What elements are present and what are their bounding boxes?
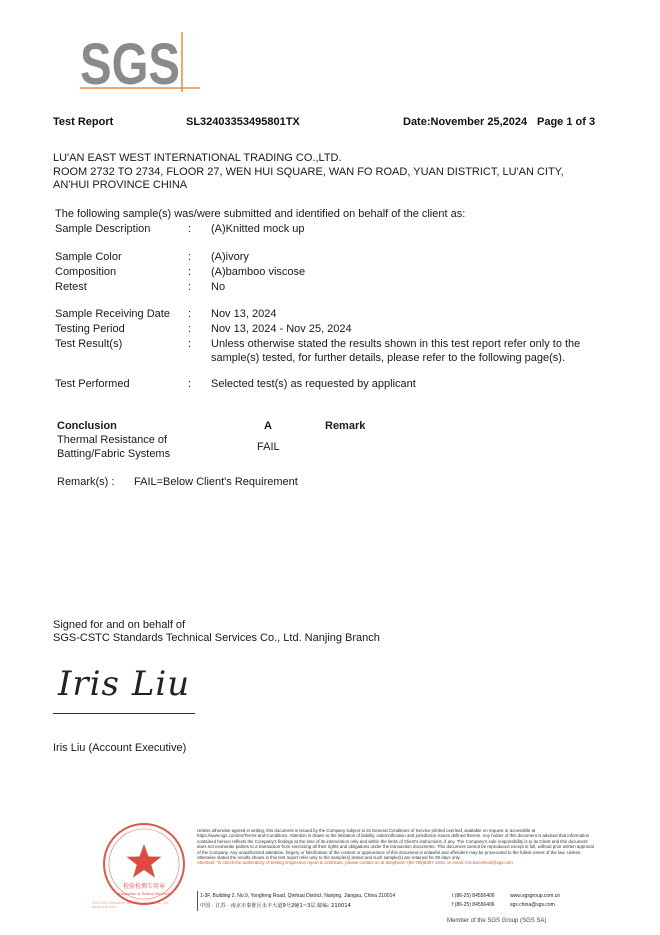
handwritten-signature: Iris Liu <box>58 664 191 704</box>
client-address-line2: AN'HUI PROVINCE CHINA <box>53 179 188 191</box>
colon: : <box>188 378 192 390</box>
sgs-logo-text: SGS <box>80 32 180 92</box>
sgs-logo <box>80 30 200 92</box>
seal-side-text: SGS-CSTC Standards Technical Services Co., Ltd. <box>92 901 170 905</box>
conclusion-row-result: FAIL <box>257 441 280 453</box>
signed-line1: Signed for and on behalf of <box>53 619 186 631</box>
signer-name: Iris Liu (Account Executive) <box>53 742 187 754</box>
value-testing-period: Nov 13, 2024 - Nov 25, 2024 <box>211 323 352 335</box>
footer-tel: t (86-25) 84556406 <box>452 893 495 899</box>
footer-member: Member of the SGS Group (SGS SA) <box>447 918 547 924</box>
colon: : <box>188 308 192 320</box>
seal-sub-text: Inspection & Testing Services <box>118 892 170 896</box>
colon: : <box>188 251 192 263</box>
colon: : <box>188 338 192 350</box>
signed-line2: SGS-CSTC Standards Technical Services Co., Ltd. Nanjing Branch <box>53 632 380 644</box>
colon: : <box>188 266 192 278</box>
footer-disclaimer-block <box>197 828 597 866</box>
footer-address-cn: 中国 · 江苏 · 南京市秦淮区永丰大道9号2幢1~3层 邮编: 210014 <box>200 903 351 909</box>
seal-star-icon <box>127 844 162 878</box>
client-address-line1: ROOM 2732 TO 2734, FLOOR 27, WEN HUI SQUARE, WAN FO ROAD, YUAN DISTRICT, LU'AN CITY, <box>53 165 564 178</box>
label-retest: Retest <box>55 281 87 293</box>
colon: : <box>188 323 192 335</box>
value-receiving-date: Nov 13, 2024 <box>211 308 277 320</box>
footer-web[interactable]: www.sgsgroup.com.cn <box>510 893 561 899</box>
footer-attention: Attention: To check the authenticity of testing /inspection report & certificate, please contact us at telephone: (86-755)8307 1443, or email: CN.Doccheck@sgs.com <box>197 860 513 866</box>
report-number: SL32403353495801TX <box>186 116 300 128</box>
value-sample-description: (A)Knitted mock up <box>211 223 305 235</box>
label-sample-color: Sample Color <box>55 251 122 263</box>
value-retest: No <box>211 281 226 293</box>
value-composition: (A)bamboo viscose <box>211 266 306 278</box>
seal-side-text-2: Nanjing Branch <box>92 905 117 909</box>
label-test-results: Test Result(s) <box>55 338 123 350</box>
footer-fax: f (86-25) 84556406 <box>452 902 495 908</box>
report-label: Test Report <box>53 116 114 128</box>
seal-center-text: 检验检测专用章 <box>122 883 166 890</box>
conclusion-row-label: Thermal Resistance of Batting/Fabric Systems <box>57 434 171 460</box>
report-date: Date:November 25,2024 <box>403 116 528 128</box>
colon: : <box>188 281 192 293</box>
footer-divider <box>197 891 198 911</box>
footer-address-en: 1-3F, Building 2, No.9, Yongfeng Road, Qinhuai District, Nanjing, Jiangsu, China 210014 <box>200 893 396 899</box>
label-sample-description: Sample Description <box>55 223 151 235</box>
signature-line <box>53 713 195 714</box>
label-test-performed: Test Performed <box>55 378 130 390</box>
value-sample-color: (A)ivory <box>211 251 249 263</box>
remarks-value: FAIL=Below Client's Requirement <box>134 476 298 488</box>
client-name: LU'AN EAST WEST INTERNATIONAL TRADING CO.,LTD. <box>53 152 342 164</box>
conclusion-col-a: A <box>264 420 272 432</box>
page-indicator: Page 1 of 3 <box>537 116 596 128</box>
value-test-results: Unless otherwise stated the results shown in this test report refer only to the sample(s) tested, for further details, please refer to the following page(s). <box>211 338 581 364</box>
label-composition: Composition <box>55 266 117 278</box>
intro-text: The following sample(s) was/were submitted and identified on behalf of the client as: <box>55 208 466 220</box>
value-test-performed: Selected test(s) as requested by applicant <box>211 378 416 390</box>
remarks-label: Remark(s) : <box>57 476 115 488</box>
company-seal <box>92 818 198 910</box>
footer-email[interactable]: sgs.china@sgs.com <box>510 902 555 908</box>
client-block <box>53 152 613 193</box>
conclusion-heading: Conclusion <box>57 420 117 432</box>
conclusion-col-remark: Remark <box>325 420 366 432</box>
colon: : <box>188 223 192 235</box>
label-testing-period: Testing Period <box>55 323 125 335</box>
label-receiving-date: Sample Receiving Date <box>55 308 170 320</box>
footer-disclaimer: Unless otherwise agreed in writing, this document is issued by the Company subject to its General Conditions of Service printed overleaf, available on request or accessible at https://www.sgs.com/en/Terms-and-Conditions. Attention is drawn to the limitation of liability, indemnification and jurisdiction issues defined therein. Any holder of this document is advised that information contained hereon reflects the Company's findings at the time of its intervention only and within the limits of Client's instructions, if any. The Company's sole responsibility is to its Client and this document does not exonerate parties to a transaction from exercising all their rights and obligations under the transaction documents. This document cannot be reproduced except in full, without prior written approval of the Company. Any unauthorized alteration, forgery or falsification of the content or appearance of this document is unlawful and offenders may be prosecuted to the fullest extent of the law. Unless otherwise stated the results shown in this test report refer only to the sample(s) tested and such sample(s) are retained for 30 days only. <box>197 828 594 861</box>
